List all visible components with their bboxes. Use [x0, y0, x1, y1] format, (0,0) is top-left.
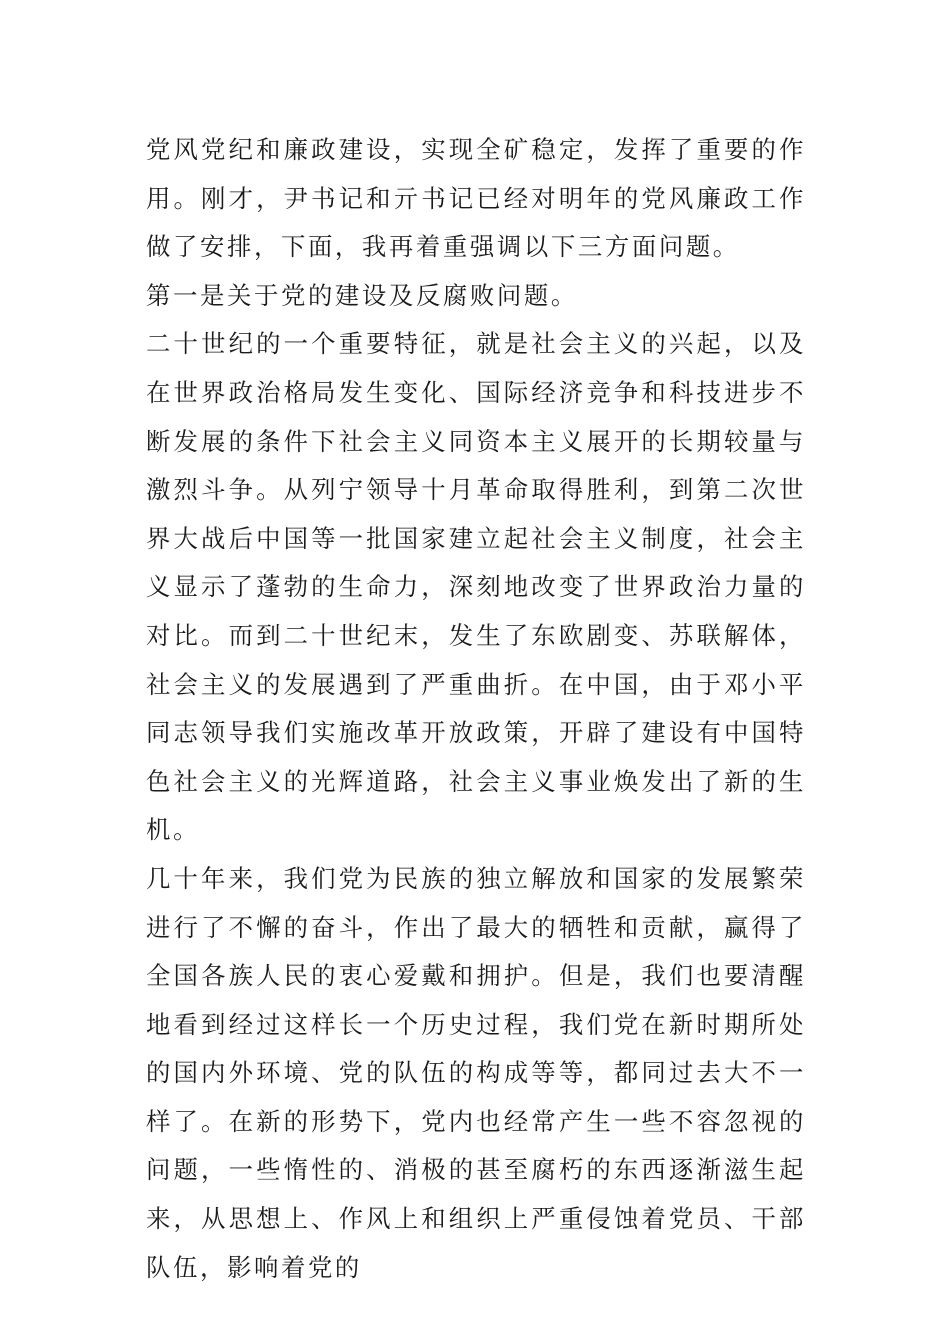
- paragraph-3: 二十世纪的一个重要特征，就是社会主义的兴起，以及在世界政治格局发生变化、国际经济竞争和科技进步不断发展的条件下社会主义同资本主义展开的长期较量与激烈斗争。从列宁领导十月革命取得胜利，到第二次世界大战后中国等一批国家建立起社会主义制度，社会主义显示了蓬勃的生命力，深刻地改变了世界政治力量的对比。而到二十世纪末，发生了东欧剧变、苏联解体，社会主义的发展遇到了严重曲折。在中国，由于邓小平同志领导我们实施改革开放政策，开辟了建设有中国特色社会主义的光辉道路，社会主义事业焕发出了新的生机。: [146, 329, 806, 845]
- document-body: [146, 126, 806, 1292]
- paragraph-4: 几十年来，我们党为民族的独立解放和国家的发展繁荣进行了不懈的奋斗，作出了最大的牺牲和贡献，赢得了全国各族人民的衷心爱戴和拥护。但是，我们也要清醒地看到经过这样长一个历史过程，我们党在新时期所处的国内外环境、党的队伍的构成等等，都同过去大不一样了。在新的形势下，党内也经常产生一些不容忽视的问题，一些惰性的、消极的甚至腐朽的东西逐渐滋生起来，从思想上、作风上和组织上严重侵蚀着党员、干部队伍，影响着党的: [146, 863, 806, 1282]
- paragraph-2: 第一是关于党的建设及反腐败问题。: [146, 280, 578, 310]
- paragraph-1: 党风党纪和廉政建设，实现全矿稳定，发挥了重要的作用。刚才，尹书记和亓书记已经对明年的党风廉政工作做了安排，下面，我再着重强调以下三方面问题。: [146, 135, 806, 262]
